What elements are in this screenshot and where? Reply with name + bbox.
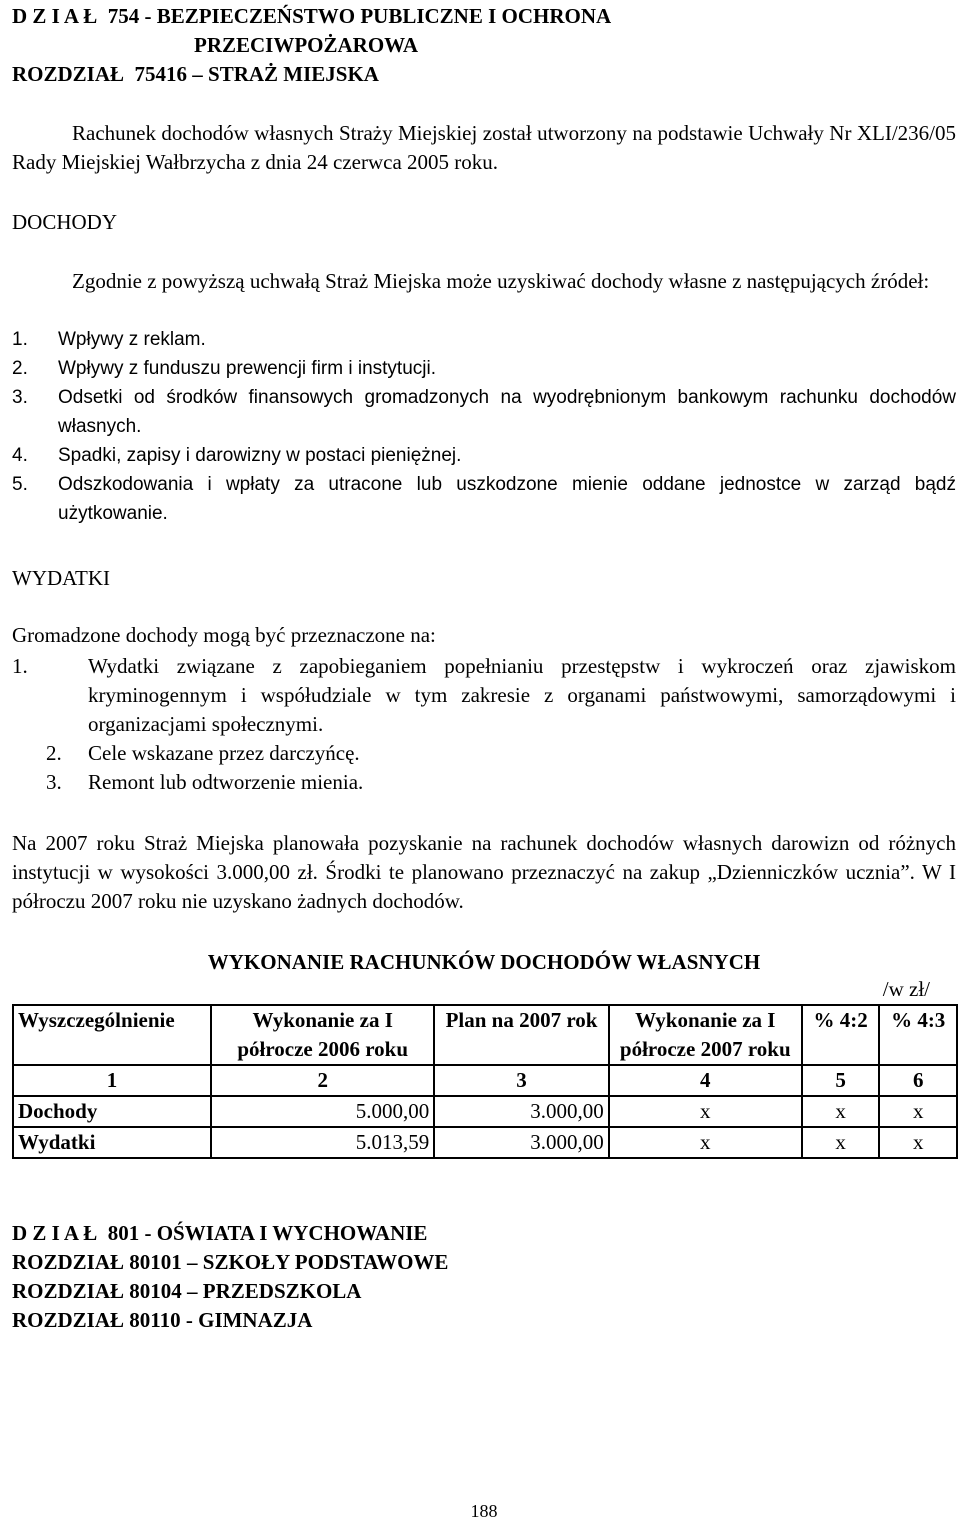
table-cell: x	[609, 1096, 802, 1127]
number-cell: 4	[609, 1065, 802, 1096]
summary-paragraph: Na 2007 roku Straż Miejska planowała pozyskanie na rachunek dochodów własnych darowizn od różnych instytucji w wysokości 3.000,00 zł. Środki te planowano przeznaczyć na zakup „Dzienniczków ucznia”. W I półroczu 2007 roku nie uzyskano żadnych dochodów.	[12, 831, 956, 913]
dzial-801-heading: D Z I A Ł 801 - OŚWIATA I WYCHOWANIE	[12, 1221, 428, 1245]
header-cell: % 4:2	[802, 1005, 880, 1065]
intro-paragraph: Rachunek dochodów własnych Straży Miejskiej został utworzony na podstawie Uchwały Nr XLI/236/05 Rady Miejskiej Wałbrzycha z dnia 24 czerwca 2005 roku.	[12, 121, 956, 174]
table-cell: x	[879, 1127, 957, 1158]
list-item: 5. Odszkodowania i wpłaty za utracone lub uszkodzone mienie oddane jednostce w zarząd bądź użytkowanie.	[12, 474, 956, 524]
table-cell: x	[802, 1096, 880, 1127]
table-cell: 3.000,00	[434, 1096, 608, 1127]
wydatki-title: WYDATKI	[12, 566, 110, 590]
rozdzial-80104-heading: ROZDZIAŁ 80104 – PRZEDSZKOLA	[12, 1279, 362, 1303]
wykonanie-table	[12, 1004, 958, 1159]
rozdzial-80110-heading: ROZDZIAŁ 80110 - GIMNAZJA	[12, 1308, 313, 1332]
list-item: 1. Wydatki związane z zapobieganiem popełnianiu przestępstw i wykroczeń oraz zjawiskom kryminogennym i współudziale w tym zakresie z organami państwowymi, samorządowymi i organizacjami społecznymi.	[12, 654, 956, 736]
header-cell: Wykonanie za I półrocze 2007 roku	[609, 1005, 802, 1065]
number-cell: 5	[802, 1065, 880, 1096]
table-title: WYKONANIE RACHUNKÓW DOCHODÓW WŁASNYCH	[207, 950, 761, 974]
table-cell: x	[802, 1127, 880, 1158]
table-header-row	[13, 1005, 957, 1065]
table-cell: x	[879, 1096, 957, 1127]
table-cell: 5.000,00	[211, 1096, 434, 1127]
dochody-title: DOCHODY	[12, 210, 117, 234]
header-cell: Wykonanie za I półrocze 2006 roku	[211, 1005, 434, 1065]
list-item: 1. Wpływy z reklam.	[12, 329, 206, 350]
table-cell: 5.013,59	[211, 1127, 434, 1158]
dzial-heading-line2: PRZECIWPOŻAROWA	[194, 33, 419, 57]
number-cell: 2	[211, 1065, 434, 1096]
footer-headings	[12, 1219, 956, 1335]
list-item: 2. Wpływy z funduszu prewencji firm i instytucji.	[12, 358, 436, 379]
rozdzial-heading: ROZDZIAŁ 75416 – STRAŻ MIEJSKA	[12, 62, 379, 86]
table-row	[13, 1127, 957, 1158]
table-cell: x	[609, 1127, 802, 1158]
list-item: 4. Spadki, zapisy i darowizny w postaci pieniężnej.	[12, 445, 462, 466]
table-cell: 3.000,00	[434, 1127, 608, 1158]
header-cell: Plan na 2007 rok	[434, 1005, 608, 1065]
header-cell: % 4:3	[879, 1005, 957, 1065]
dochody-list	[12, 325, 956, 528]
row-label: Dochody	[13, 1096, 211, 1127]
table-number-row	[13, 1065, 957, 1096]
list-item: 3. Odsetki od środków finansowych gromadzonych na wyodrębnionym bankowym rachunku dochodów własnych.	[12, 387, 956, 437]
number-cell: 1	[13, 1065, 211, 1096]
table-unit: /w zł/	[882, 977, 930, 1001]
dochody-lead: Zgodnie z powyższą uchwałą Straż Miejska może uzyskiwać dochody własne z następujących źródeł:	[72, 269, 930, 293]
header-cell: Wyszczególnienie	[13, 1005, 211, 1065]
dzial-heading-line1: D Z I A Ł 754 - BEZPIECZEŃSTWO PUBLICZNE I OCHRONA	[12, 4, 612, 28]
rozdzial-80101-heading: ROZDZIAŁ 80101 – SZKOŁY PODSTAWOWE	[12, 1250, 449, 1274]
dzial-heading	[12, 2, 956, 89]
row-label: Wydatki	[13, 1127, 211, 1158]
number-cell: 3	[434, 1065, 608, 1096]
wydatki-list	[12, 652, 956, 797]
page-number: 188	[470, 1501, 498, 1521]
table-row	[13, 1096, 957, 1127]
wydatki-lead: Gromadzone dochody mogą być przeznaczone na:	[12, 623, 436, 647]
number-cell: 6	[879, 1065, 957, 1096]
list-item: 2. Cele wskazane przez darczyńcę.	[46, 741, 360, 765]
list-item: 3. Remont lub odtworzenie mienia.	[46, 770, 364, 794]
